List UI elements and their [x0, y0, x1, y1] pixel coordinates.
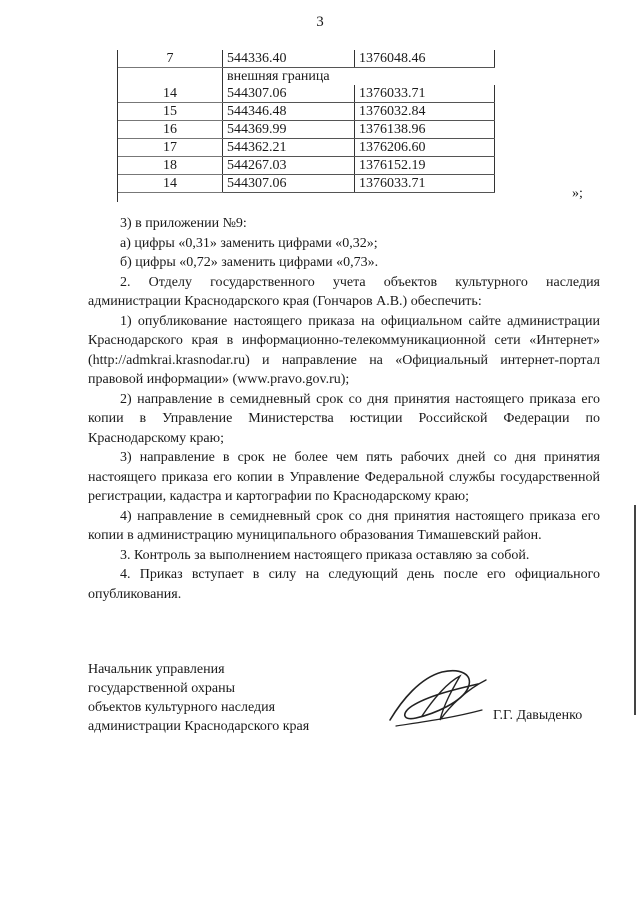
point-number: 17	[118, 139, 223, 157]
point-number: 7	[118, 50, 223, 68]
boundary-label: внешняя граница	[223, 68, 495, 86]
table-row	[118, 68, 495, 86]
table-row	[118, 50, 495, 68]
coord-x: 544307.06	[223, 175, 355, 193]
point-number: 18	[118, 157, 223, 175]
coord-y: 1376138.96	[355, 121, 495, 139]
coord-x: 544362.21	[223, 139, 355, 157]
table-row	[118, 103, 495, 121]
point-number: 15	[118, 103, 223, 121]
coord-y: 1376152.19	[355, 157, 495, 175]
paragraph: 4. Приказ вступает в силу на следующий день после его официального опубликования.	[88, 567, 600, 602]
table-row	[118, 175, 495, 193]
paragraph: 4) направление в семидневный срок со дня принятия настоящего приказа его копии в администрацию муниципального образования Тимашевский район.	[88, 508, 600, 543]
paragraph: а) цифры «0,31» заменить цифрами «0,32»;	[120, 235, 378, 251]
paragraph: 3) направление в срок не более чем пять рабочих дней со дня принятия настоящего приказа его копии в Управление Федеральной службы государственной регистрации, кадастра и картографии по Краснодарскому краю;	[88, 450, 600, 504]
coord-y: 1376032.84	[355, 103, 495, 121]
paragraph: 2. Отделу государственного учета объектов культурного наследия администрации Краснодарского края (Гончаров А.В.) обеспечить:	[88, 274, 600, 309]
coord-x: 544336.40	[223, 50, 355, 68]
table-row	[118, 157, 495, 175]
coord-y: 1376033.71	[355, 85, 495, 103]
coord-x: 544346.48	[223, 103, 355, 121]
handwritten-signature	[382, 660, 492, 732]
signatory-position	[88, 660, 348, 736]
paragraph: 1) опубликование настоящего приказа на официальном сайте администрации Краснодарского края в информационно-телекоммуникационной сети «Интернет» (http://admkrai.krasnodar.ru) и направление на «Официальный интернет-портал правовой информации» (www.pravo.gov.ru);	[88, 313, 600, 387]
order-body	[88, 214, 600, 604]
signatory-name: Г.Г. Давыденко	[493, 708, 583, 723]
position-line: объектов культурного наследия	[88, 700, 276, 715]
table-row	[118, 139, 495, 157]
coord-y: 1376048.46	[355, 50, 495, 68]
table-closing-quote: »;	[572, 186, 583, 201]
paragraph: б) цифры «0,72» заменить цифрами «0,73».	[120, 255, 379, 270]
point-number: 14	[118, 175, 223, 193]
paragraph: 3. Контроль за выполнением настоящего приказа оставляю за собой.	[120, 547, 530, 563]
coordinates-table	[118, 50, 495, 193]
point-number: 16	[118, 121, 223, 139]
position-line: администрации Краснодарского края	[88, 719, 310, 734]
scan-edge-mark	[634, 505, 636, 715]
coord-x: 544307.06	[223, 85, 355, 103]
position-line: государственной охраны	[88, 681, 236, 696]
coord-y: 1376206.60	[355, 139, 495, 157]
page-number: 3	[316, 14, 324, 30]
paragraph: 3) в приложении №9:	[120, 216, 247, 231]
coord-y: 1376033.71	[355, 175, 495, 193]
point-number: 14	[118, 85, 223, 103]
paragraph: 2) направление в семидневный срок со дня принятия настоящего приказа его копии в Управление Министерства юстиции Российской Федерации по Краснодарскому краю;	[88, 391, 600, 446]
coord-x: 544369.99	[223, 121, 355, 139]
position-line: Начальник управления	[88, 662, 225, 677]
table-row	[118, 85, 495, 103]
table-row	[118, 121, 495, 139]
coord-x: 544267.03	[223, 157, 355, 175]
